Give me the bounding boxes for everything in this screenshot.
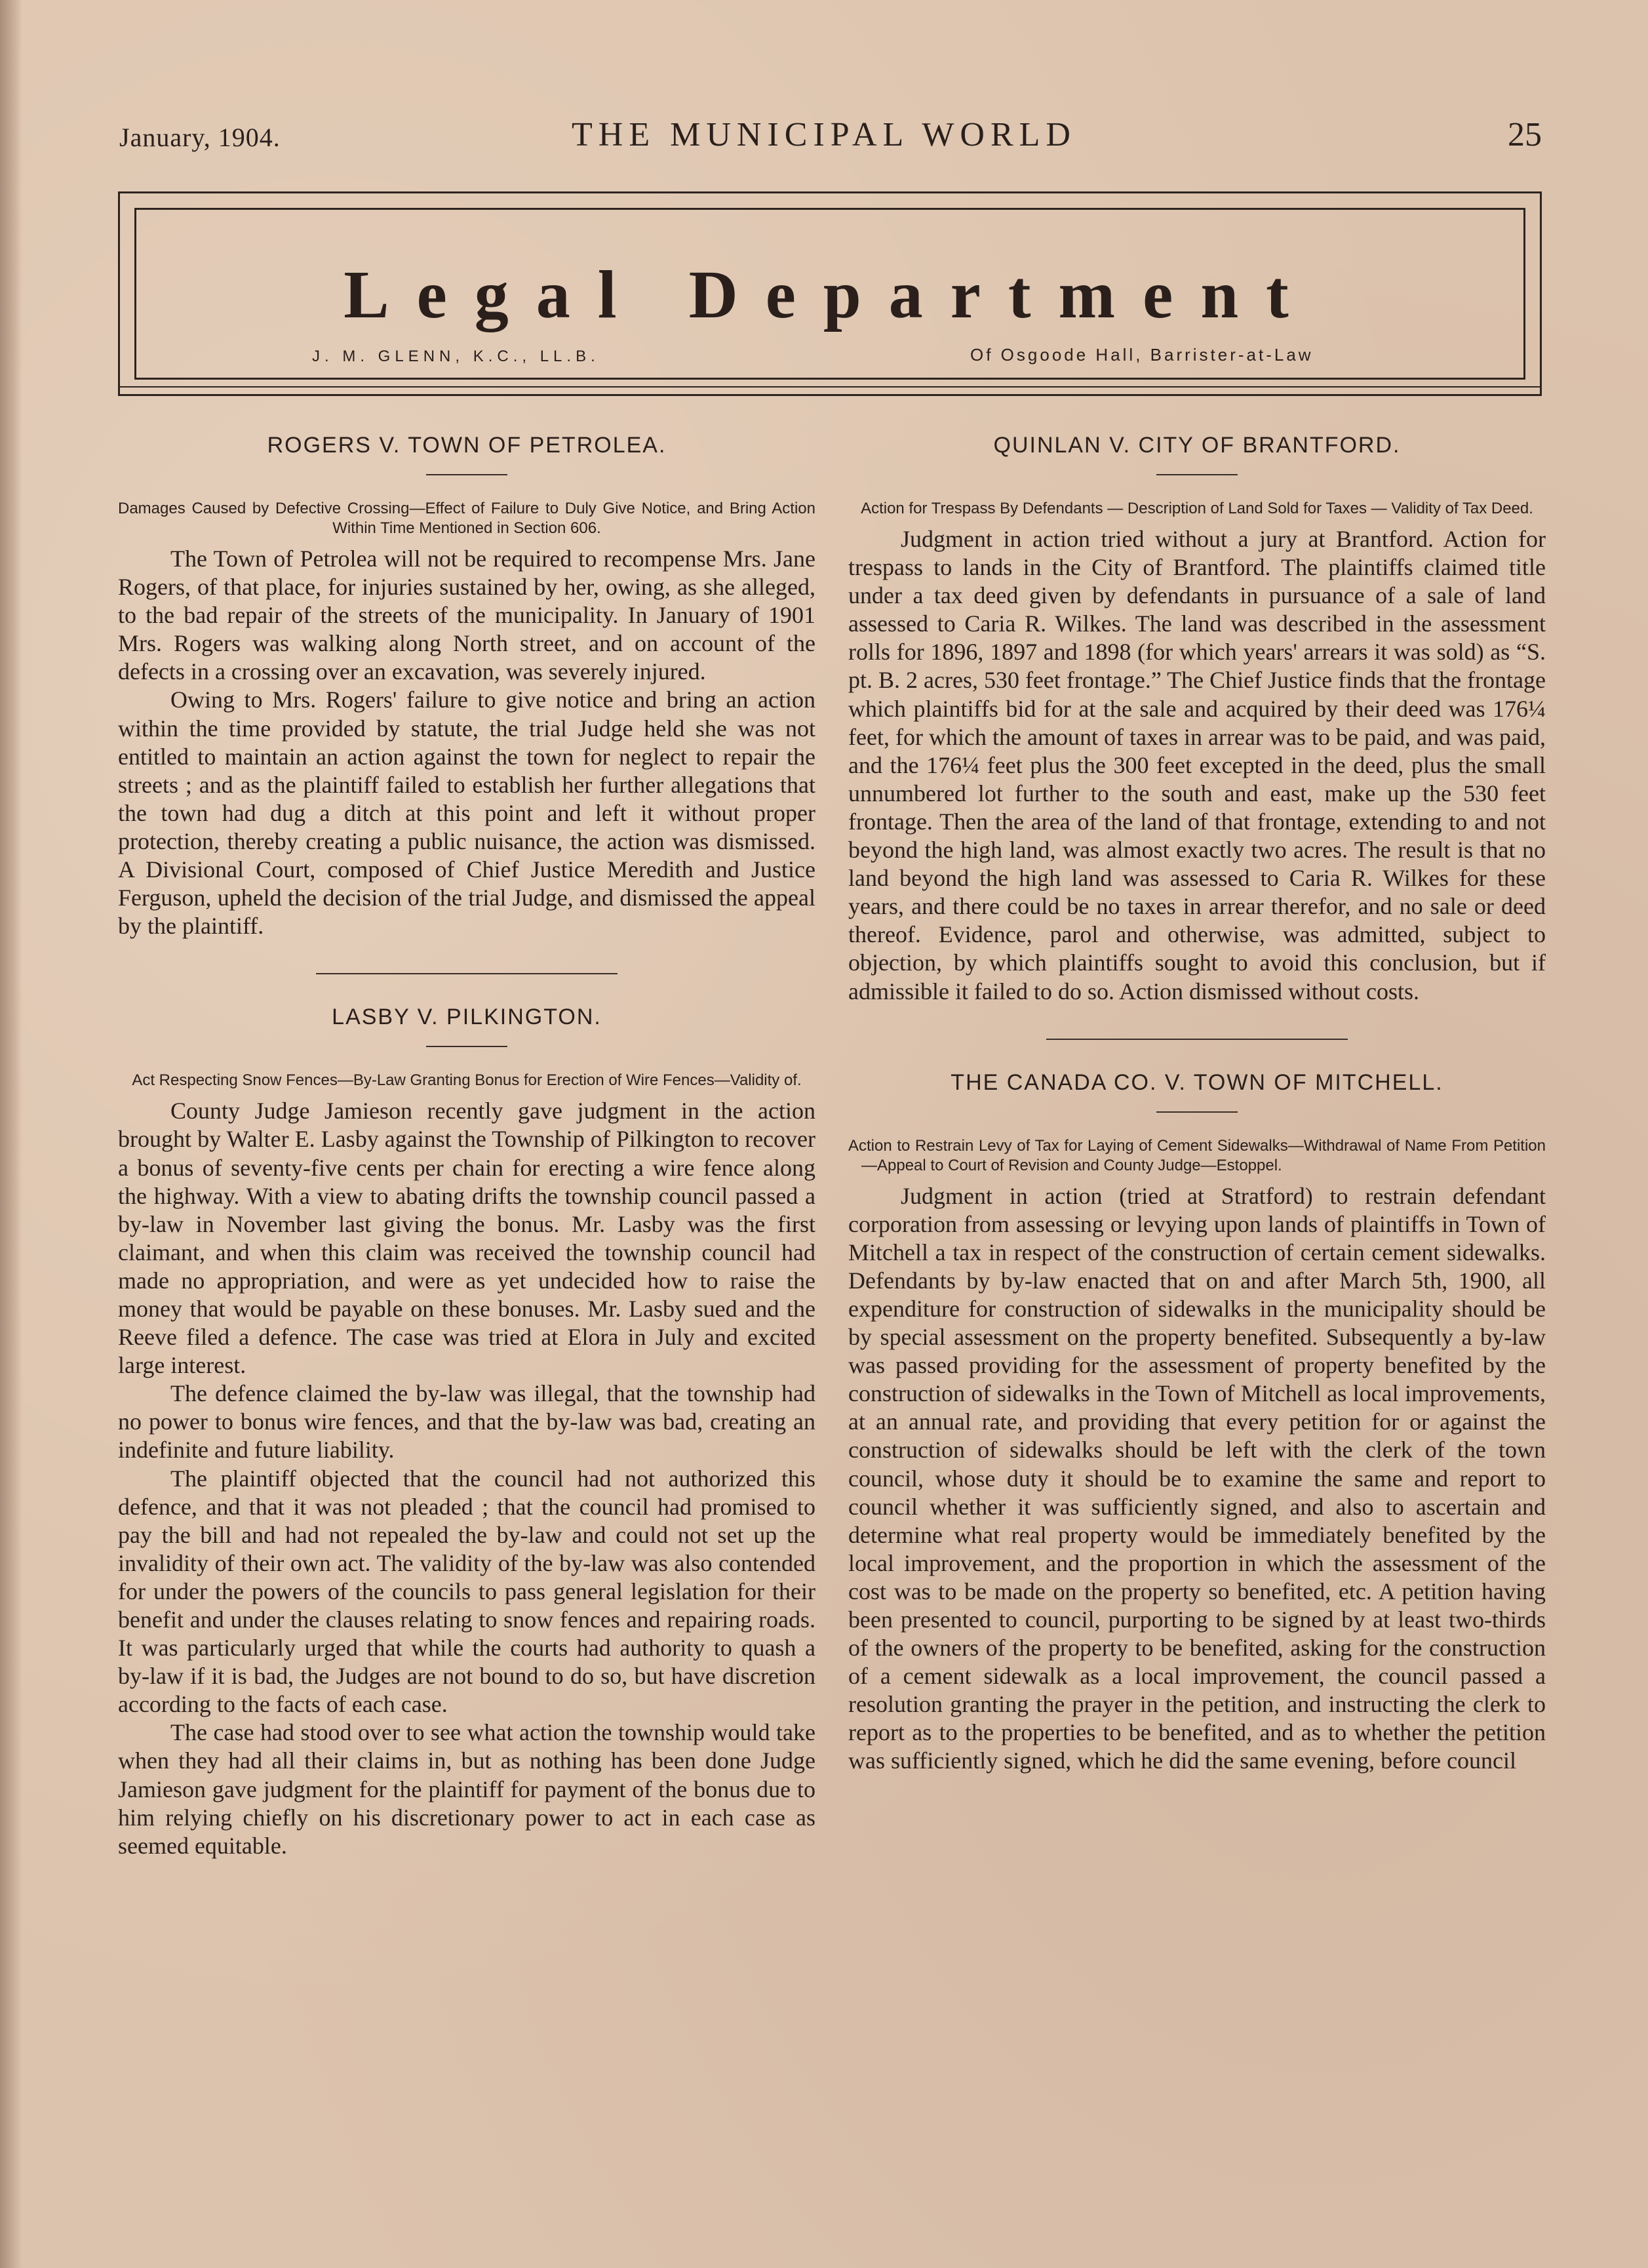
- paragraph: The case had stood over to see what action the township would take when they had all their claims in, but as nothing has been done Judge Jamieson gave judgment for the plaintiff for payment of the bonus due to him relying chiefly on his discretionary power to act in each case as seemed equitable.: [118, 1719, 815, 1859]
- paragraph: The defence claimed the by-law was illegal, that the township had no power to bonus wire fences, and that the by-law was bad, creating an indefinite and future liability.: [118, 1380, 815, 1463]
- running-header: [0, 115, 1648, 168]
- title-rule: [426, 1046, 507, 1047]
- article-body: [848, 525, 1546, 1006]
- paragraph: The plaintiff objected that the council had not authorized this defence, and that it was not pleaded ; that the council had promised to pay the bill and had not repealed the by-law and could not set up the invalidity of their own act. The validity of the by-law was also contended for under the powers of the councils to pass general legislation for their benefit and under the clauses relating to snow fences and repairing roads. It was particularly urged that while the courts had authority to quash a by-law if it is bad, the Judges are not bound to do so, but have discretion according to the facts of each case.: [118, 1465, 815, 1718]
- article-title: LASBY V. PILKINGTON.: [332, 1005, 602, 1030]
- paragraph: The Town of Petrolea will not be required to recompense Mrs. Jane Rogers, of that place, for injuries sustained by her, owing, as she alleged, to the bad repair of the streets of the municipality. In January of 1901 Mrs. Rogers was walking along North street, and on account of the defects in a crossing over an excavation, was severely injured.: [118, 546, 815, 685]
- author-credentials: Of Osgoode Hall, Barrister-at-Law: [970, 345, 1314, 365]
- section-title: Legal Department: [343, 257, 1316, 332]
- left-column: [118, 420, 815, 1860]
- page-spine-shadow: [0, 0, 22, 2268]
- article-body: [118, 545, 815, 940]
- article-title: THE CANADA CO. V. TOWN OF MITCHELL.: [951, 1069, 1443, 1095]
- title-rule: [426, 474, 507, 475]
- article-summary: Action for Trespass By Defendants — Description of Land Sold for Taxes — Validity of Tax Deed.: [861, 500, 1533, 517]
- article-summary: Act Respecting Snow Fences—By-Law Granting Bonus for Erection of Wire Fences—Validity of.: [132, 1071, 802, 1090]
- section-author: J. M. GLENN, K.C., LL.B.: [312, 348, 600, 365]
- title-rule: [1156, 1111, 1238, 1113]
- issue-date: January, 1904.: [119, 123, 281, 152]
- article-separator: [316, 973, 618, 974]
- paragraph: Judgment in action tried without a jury at Brantford. Action for trespass to lands in the City of Brantford. The plaintiffs claimed title under a tax deed given by defendants in pursuance of a sale of land assessed to Caria R. Wilkes. The land was described in the assessment rolls for 1896, 1897 and 1898 (for which years' arrears it was sold) as “S. pt. B. 2 acres, 530 feet frontage.” The Chief Justice finds that the frontage which plaintiffs bid for at the sale and acquired by their deed was 176¼ feet, for which the amount of taxes in arrear was to be paid, and was paid, and the 176¼ feet plus the 300 feet excepted in the deed, plus the small unnumbered lot further to the south and east, make up the 530 feet frontage. Then the area of the land of that frontage, extending to and not beyond the high land, was almost exactly two acres. The result is that no land beyond the high land was assessed to Caria R. Wilkes for these years, and there could be no taxes in arrear therefor, and no sale or deed thereof. Evidence, parol and otherwise, was admitted, subject to objection, by which plaintiffs sought to avoid this conclusion, but if admissible it failed to do so. Action dismissed without costs.: [848, 526, 1546, 1005]
- article-body: [848, 1182, 1546, 1776]
- paragraph: County Judge Jamieson recently gave judgment in the action brought by Walter E. Lasby against the Township of Pilkington to recover a bonus of seventy-five cents per chain for erecting a wire fence along the highway. With a view to abating drifts the township council passed a by-law in November last giving the bonus. Mr. Lasby was the first claimant, and when this claim was received the township council had made no appropriation, and were as yet undecided how to raise the money that would be payable on these bonuses. Mr. Lasby sued and the Reeve filed a defence. The case was tried at Elora in July and excited large interest.: [118, 1098, 815, 1379]
- article-summary: Damages Caused by Defective Crossing—Effect of Failure to Duly Give Notice, and Bring Action Within Time Mentioned in Section 606.: [118, 500, 815, 537]
- paragraph: Judgment in action (tried at Stratford) to restrain defendant corporation from assessing or levying upon lands of plaintiffs in Town of Mitchell a tax in respect of the construction of certain cement sidewalks. Defendants by by-law enacted that on and after March 5th, 1900, all expenditure for construction of sidewalks in the municipality should be by special assessment on the property benefited. Subsequently a by-law was passed providing for the assessment of property benefited by the construction of sidewalks in the Town of Mitchell as local improvements, at an annual rate, and providing that every petition for or against the construction of sidewalks should be left with the clerk of the town council, whose duty it should be to examine the same and report to council whether it was sufficiently signed, and also to ascertain and determine what real property would be immediately benefited by the local improvement, and the proportion in which the assessment of the cost was to be made on the property so benefited, etc. A petition having been presented to council, purporting to be signed by at least two-thirds of the owners of the property to be benefited, asking for the construction of a cement sidewalk as a local improvement, the council passed a resolution granting the prayer in the petition, and instructing the clerk to report as to the properties to be benefited, and as to whether the petition was sufficiently signed, which he did the same evening, before council: [848, 1182, 1546, 1774]
- journal-title: THE MUNICIPAL WORLD: [572, 116, 1076, 153]
- page-number: 25: [1508, 116, 1542, 153]
- article-quinlan: [848, 433, 1546, 1006]
- article-separator: [1046, 1039, 1348, 1040]
- section-banner: [118, 191, 1542, 396]
- article-lasby: [118, 1005, 815, 1860]
- right-column: [848, 420, 1546, 1776]
- article-body: [118, 1097, 815, 1860]
- article-title: QUINLAN V. CITY OF BRANTFORD.: [993, 433, 1401, 458]
- title-rule: [1156, 474, 1238, 475]
- banner-double-rule: [120, 386, 1540, 388]
- article-rogers: [118, 433, 815, 940]
- banner-inner-frame: [134, 208, 1525, 380]
- article-title: ROGERS V. TOWN OF PETROLEA.: [267, 433, 667, 458]
- paragraph: Owing to Mrs. Rogers' failure to give notice and bring an action within the time provided by statute, the trial Judge held she was not entitled to maintain an action against the town for neglect to repair the streets ; and as the plaintiff failed to establish her further allegations that the town had dug a ditch at this point and left it without proper protection, thereby creating a public nuisance, the action was dismissed. A Divisional Court, composed of Chief Justice Meredith and Justice Ferguson, upheld the decision of the trial Judge, and dismissed the appeal by the plaintiff.: [118, 686, 815, 940]
- article-summary: Action to Restrain Levy of Tax for Laying of Cement Sidewalks—Withdrawal of Name From Petition—Appeal to Court of Revision and County Judge—Estoppel.: [848, 1136, 1546, 1174]
- article-canada-co: [848, 1070, 1546, 1776]
